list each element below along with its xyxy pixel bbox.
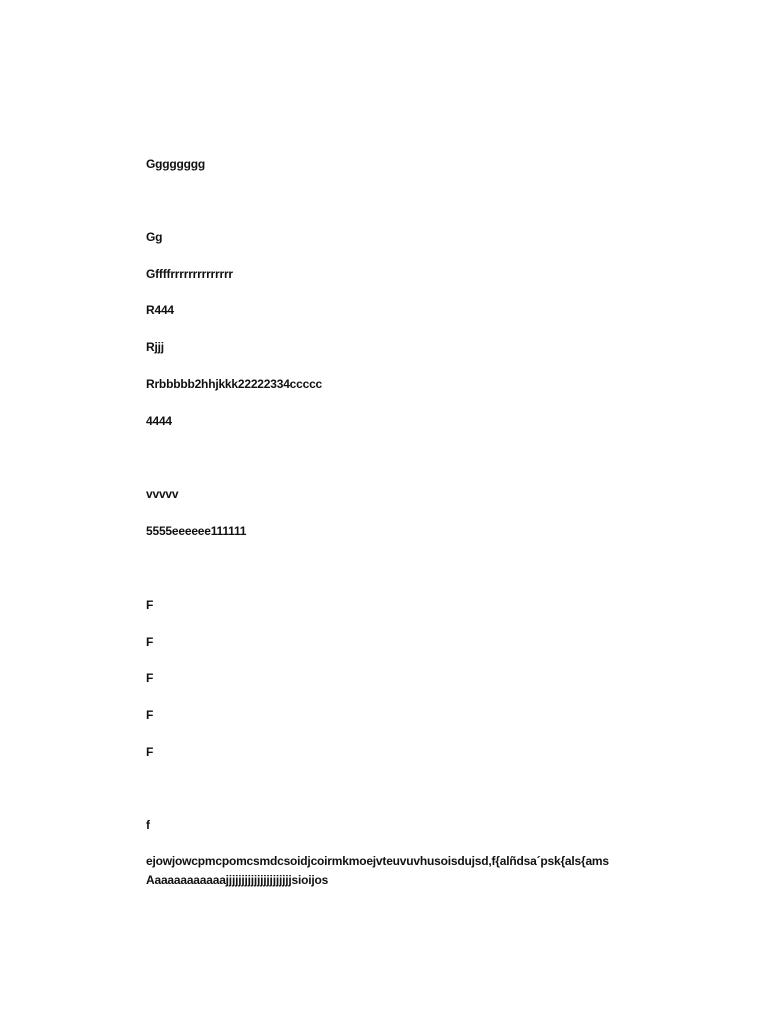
text-line: R444 (146, 303, 174, 317)
text-line: F (146, 671, 154, 685)
text-line: F (146, 598, 154, 612)
text-line: Rjjj (146, 340, 164, 354)
text-line: Gggggggg (146, 157, 206, 171)
text-line: 5555eeeeee111111 (146, 524, 247, 538)
text-line: Gffffrrrrrrrrrrrrrr (146, 267, 233, 281)
text-line: 4444 (146, 414, 172, 428)
final-paragraph (146, 852, 636, 890)
paragraph-line: Aaaaaaaaaaaajjjjjjjjjjjjjjjjjjjjjsioijos (146, 873, 329, 887)
text-line: F (146, 708, 154, 722)
text-line: f (146, 818, 150, 832)
text-line: vvvvv (146, 487, 179, 501)
text-line: F (146, 745, 154, 759)
text-line: Rrbbbbb2hhjkkk22222334ccccc (146, 377, 323, 391)
paragraph-line: ejowjowcpmcpomcsmdcsoidjcoirmkmoejvteuvuvhusoisdujsd,f{alñdsa´psk{als{ams (146, 854, 609, 868)
text-line: Gg (146, 230, 163, 244)
text-line: F (146, 635, 154, 649)
